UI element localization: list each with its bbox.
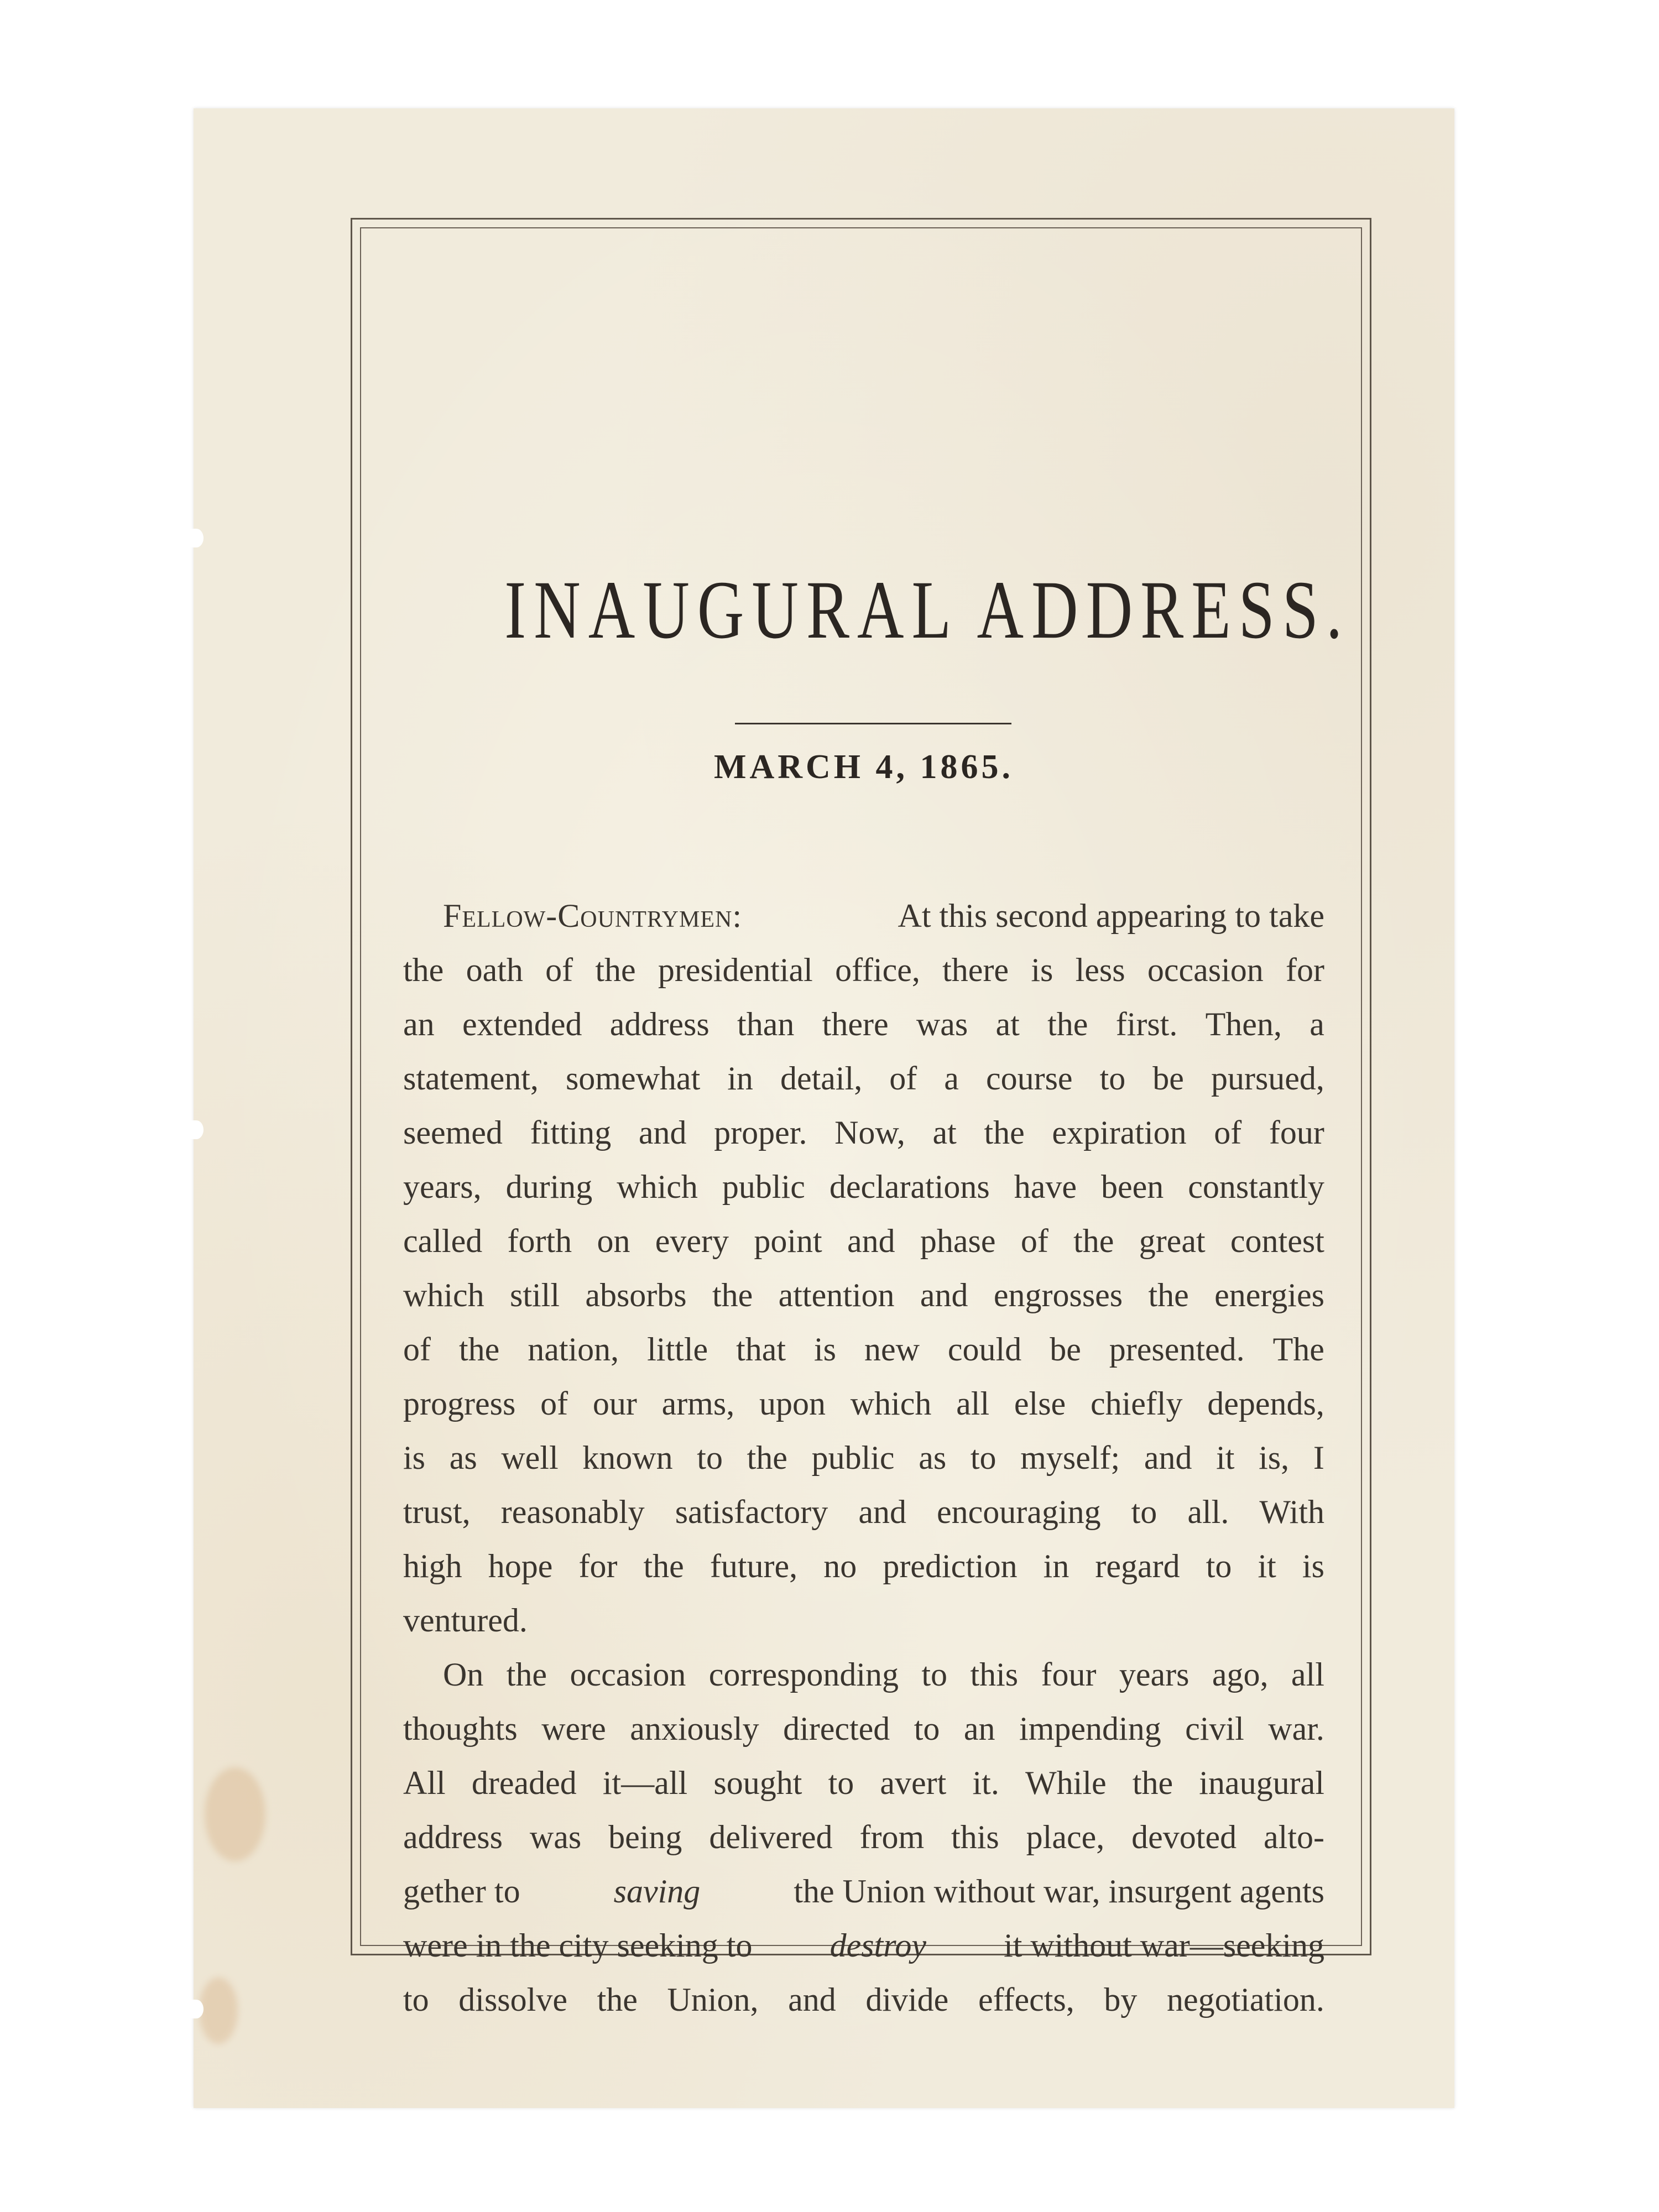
page-border <box>351 218 1371 2018</box>
text-line: called forth on every point and phase of the great contest <box>403 1223 1324 1259</box>
text-fragment: were in the city seeking to <box>403 1927 753 1964</box>
page-edge-notch <box>189 1120 204 1139</box>
page-edge-notch <box>189 529 204 547</box>
italic-word: destroy <box>830 1927 926 1964</box>
text-line <box>403 1918 1324 1973</box>
text-line: is as well known to the public as to myself; and it is, I <box>403 1439 1324 1476</box>
foxing-stain <box>199 1978 238 2044</box>
italic-word: saving <box>613 1873 701 1910</box>
title-divider <box>735 723 1011 724</box>
foxing-stain <box>205 1767 265 1861</box>
address-date: MARCH 4, 1865. <box>713 748 1014 786</box>
text-line: of the nation, little that is new could be presented. The <box>403 1331 1324 1368</box>
text-line: seemed fitting and proper. Now, at the expiration of four <box>403 1114 1324 1151</box>
text-line: high hope for the future, no prediction in regard to it is <box>403 1548 1324 1584</box>
text-line-content: At this second appearing to take <box>898 898 1324 934</box>
document-page <box>194 108 1454 2108</box>
text-line: All dreaded it—all sought to avert it. While the inaugural <box>403 1765 1324 1801</box>
text-line: On the occasion corresponding to this four years ago, all <box>443 1656 1324 1693</box>
text-line: the oath of the presidential office, there is less occasion for <box>403 952 1324 988</box>
salutation: Fellow-Countrymen: <box>443 898 742 934</box>
text-line: ventured. <box>403 1602 528 1639</box>
page-title: INAUGURAL ADDRESS. <box>504 564 1350 656</box>
text-line: which still absorbs the attention and engrosses the energies <box>403 1277 1324 1313</box>
text-fragment: the Union without war, insurgent agents <box>794 1873 1324 1910</box>
text-line: years, during which public declarations have been constantly <box>403 1168 1324 1205</box>
text-fragment: it without war—seeking <box>1004 1927 1324 1964</box>
text-line: address was being delivered from this place, devoted alto- <box>403 1819 1324 1855</box>
text-fragment: gether to <box>403 1873 520 1910</box>
text-line <box>403 1864 1324 1918</box>
text-line: an extended address than there was at the first. Then, a <box>403 1006 1324 1042</box>
text-line: thoughts were anxiously directed to an impending civil war. <box>403 1710 1324 1747</box>
address-body <box>403 889 1324 2027</box>
text-line: progress of our arms, upon which all else chiefly depends, <box>403 1385 1324 1422</box>
text-line: trust, reasonably satisfactory and encouraging to all. With <box>403 1494 1324 1530</box>
page-edge-notch <box>189 2000 204 2018</box>
text-line: statement, somewhat in detail, of a course to be pursued, <box>403 1060 1324 1097</box>
text-line <box>403 889 1324 943</box>
text-line: to dissolve the Union, and divide effects, by negotiation. <box>403 1981 1324 2018</box>
